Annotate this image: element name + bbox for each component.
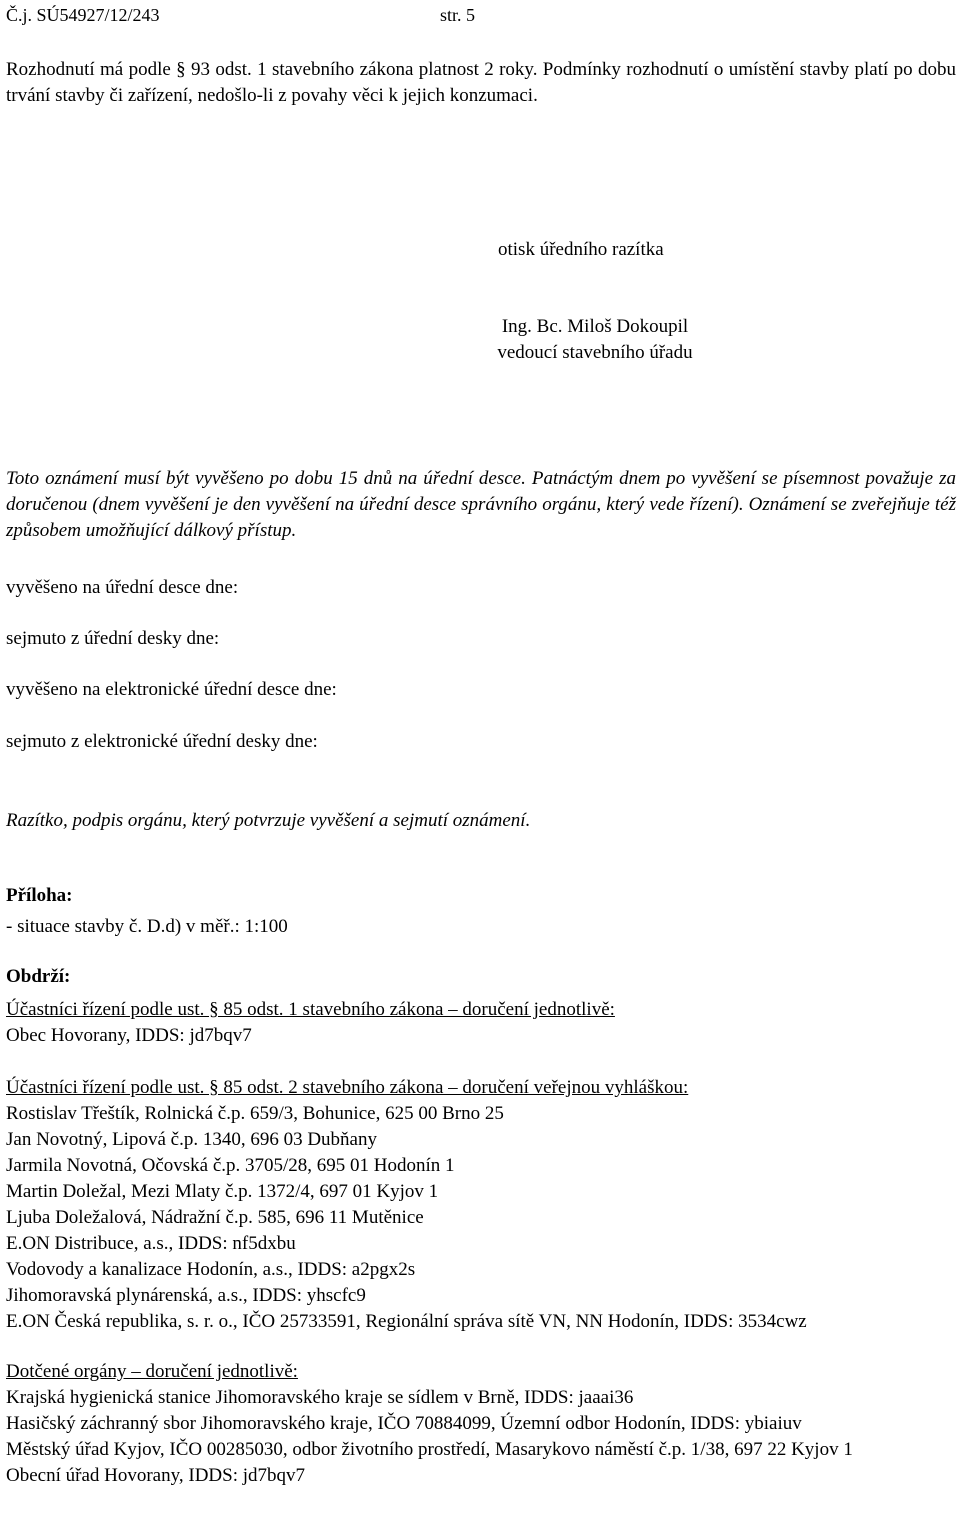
list-item: E.ON Distribuce, a.s., IDDS: nf5dxbu bbox=[6, 1233, 296, 1254]
page-number: str. 5 bbox=[440, 5, 476, 25]
attachment-item: - situace stavby č. D.d) v měř.: 1:100 bbox=[6, 916, 288, 937]
list-item: Rostislav Třeštík, Rolnická č.p. 659/3, Bohunice, 625 00 Brno 25 bbox=[6, 1103, 504, 1124]
posted-electronic-board-date: vyvěšeno na elektronické úřední desce dne: bbox=[6, 679, 337, 700]
attachment-heading: Příloha: bbox=[6, 885, 73, 906]
stamp-signature-request: Razítko, podpis orgánu, který potvrzuje vyvěšení a sejmutí oznámení. bbox=[6, 810, 531, 831]
group-title: Účastníci řízení podle ust. § 85 odst. 2 stavebního zákona – doručení veřejnou vyhláškou: bbox=[6, 1077, 689, 1098]
removed-official-board-date: sejmuto z úřední desky dne: bbox=[6, 628, 220, 649]
recipients-group-public-notice bbox=[6, 1075, 956, 1335]
list-item: Ljuba Doležalová, Nádražní č.p. 585, 696 11 Mutěnice bbox=[6, 1207, 424, 1228]
recipients-heading: Obdrží: bbox=[6, 966, 71, 987]
list-item: Jan Novotný, Lipová č.p. 1340, 696 03 Dubňany bbox=[6, 1129, 377, 1150]
reference-number: Č.j. SÚ54927/12/243 bbox=[6, 5, 160, 25]
validity-paragraph: Rozhodnutí má podle § 93 odst. 1 stavebního zákona platnost 2 roky. Podmínky rozhodnutí o umístění stavby platí po dobu trvání stavby či zařízení, nedošlo-li z povahy věci k jejich konzumaci. bbox=[6, 59, 956, 106]
list-item: Obec Hovorany, IDDS: jd7bqv7 bbox=[6, 1025, 252, 1046]
list-item: Hasičský záchranný sbor Jihomoravského kraje, IČO 70884099, Územní odbor Hodonín, IDDS: ybiaiuv bbox=[6, 1413, 802, 1434]
recipients-group-individual bbox=[6, 997, 956, 1049]
list-item: Krajská hygienická stanice Jihomoravského kraje se sídlem v Brně, IDDS: jaaai36 bbox=[6, 1387, 634, 1408]
signatory-role: vedoucí stavebního úřadu bbox=[497, 342, 693, 363]
stamp-note: otisk úředního razítka bbox=[498, 239, 664, 260]
list-item: Martin Doležal, Mezi Mlaty č.p. 1372/4, 697 01 Kyjov 1 bbox=[6, 1181, 439, 1202]
list-item: Městský úřad Kyjov, IČO 00285030, odbor životního prostředí, Masarykovo náměstí č.p. 1/38, 697 22 Kyjov 1 bbox=[6, 1439, 853, 1460]
signatory-name: Ing. Bc. Miloš Dokoupil bbox=[501, 316, 689, 337]
list-item: Jihomoravská plynárenská, a.s., IDDS: yhscfc9 bbox=[6, 1285, 366, 1306]
list-item: Obecní úřad Hovorany, IDDS: jd7bqv7 bbox=[6, 1465, 306, 1486]
posted-official-board-date: vyvěšeno na úřední desce dne: bbox=[6, 577, 239, 598]
recipients-group-authorities bbox=[6, 1359, 956, 1489]
group-title: Účastníci řízení podle ust. § 85 odst. 1 stavebního zákona – doručení jednotlivě: bbox=[6, 999, 615, 1020]
list-item: Jarmila Novotná, Očovská č.p. 3705/28, 695 01 Hodonín 1 bbox=[6, 1155, 455, 1176]
group-title: Dotčené orgány – doručení jednotlivě: bbox=[6, 1361, 298, 1382]
list-item: Vodovody a kanalizace Hodonín, a.s., IDDS: a2pgx2s bbox=[6, 1259, 416, 1280]
list-item: E.ON Česká republika, s. r. o., IČO 25733591, Regionální správa sítě VN, NN Hodonín, IDDS: 3534cwz bbox=[6, 1311, 807, 1332]
removed-electronic-board-date: sejmuto z elektronické úřední desky dne: bbox=[6, 731, 318, 752]
posting-notice: Toto oznámení musí být vyvěšeno po dobu 15 dnů na úřední desce. Patnáctým dnem po vyvěšení se písemnost považuje za doručenou (dnem vyvěšení je den vyvěšení na úřední desce správního orgánu, který vede řízení). Oznámení se zveřejňuje též způsobem umožňující dálkový přístup. bbox=[6, 468, 956, 541]
